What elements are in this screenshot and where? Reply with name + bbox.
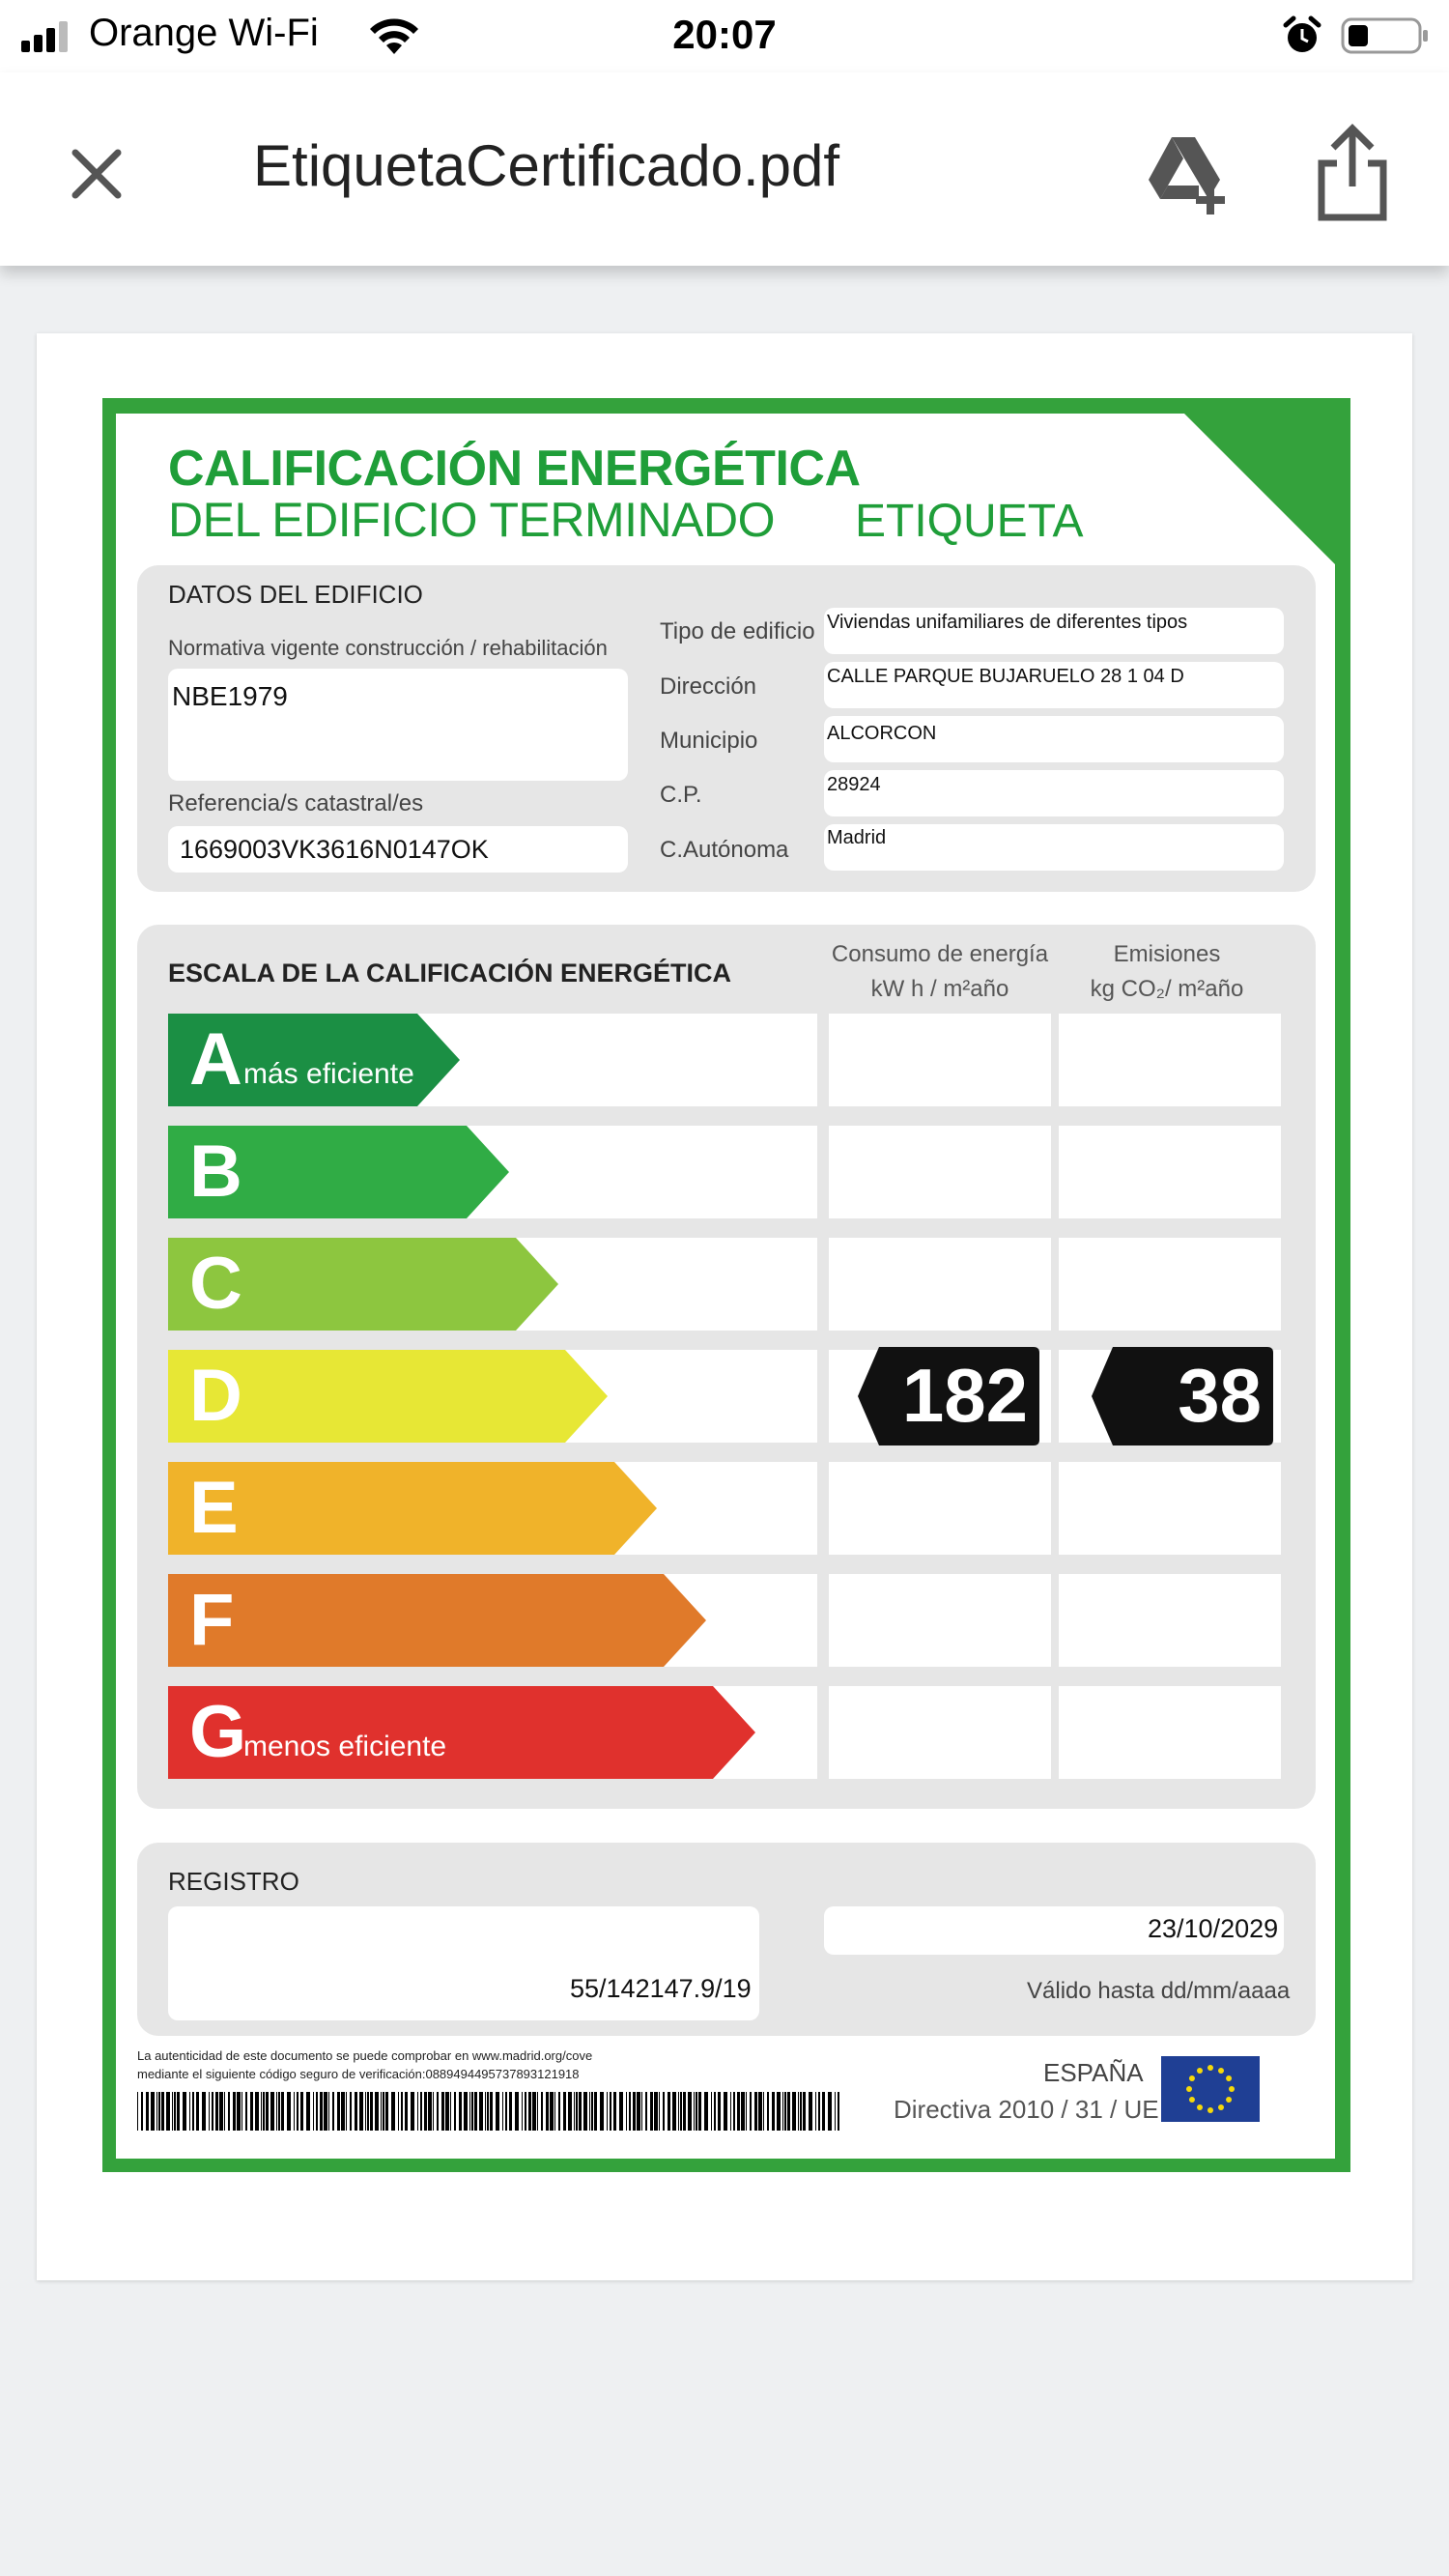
consumo-cell-b (829, 1126, 1051, 1218)
tipo-value: Viviendas unifamiliares de diferentes tipos (827, 612, 1188, 633)
label-tag: ETIQUETA (855, 496, 1084, 547)
emisiones-cell-c (1059, 1238, 1281, 1331)
emisiones-column-header (1051, 937, 1283, 1007)
emisiones-header-line2: kg CO₂/ m²año (1090, 976, 1244, 1002)
barcode (137, 2092, 842, 2131)
consumo-cell-e (829, 1462, 1051, 1555)
emisiones-cell-e (1059, 1462, 1281, 1555)
country-label: ESPAÑA (1043, 2058, 1144, 2087)
eu-flag-icon (1161, 2056, 1260, 2122)
normativa-label: Normativa vigente construcción / rehabilitación (168, 636, 608, 660)
direccion-label: Dirección (660, 673, 757, 700)
directive-label: Directiva 2010 / 31 / UE (894, 2095, 1159, 2124)
grade-caption-a: más eficiente (243, 1058, 414, 1090)
consumo-header-line1: Consumo de energía (831, 941, 1049, 967)
consumo-cell-f (829, 1574, 1051, 1667)
grade-letter-c: C (189, 1243, 242, 1325)
autonoma-label: C.Autónoma (660, 837, 789, 863)
consumo-rating-value: 182 (901, 1353, 1028, 1438)
emisiones-header-line1: Emisiones (1113, 941, 1221, 967)
emisiones-cell-a (1059, 1014, 1281, 1106)
grade-letter-f: F (189, 1579, 235, 1661)
grade-letter-b: B (189, 1131, 242, 1213)
status-bar (0, 0, 1449, 72)
viewer-toolbar (0, 72, 1449, 266)
tipo-label: Tipo de edificio (660, 618, 815, 644)
label-subtitle: DEL EDIFICIO TERMINADO (168, 493, 775, 547)
registro-heading: REGISTRO (168, 1867, 299, 1896)
cp-box (824, 770, 1284, 816)
grade-caption-g: menos eficiente (243, 1731, 447, 1762)
normativa-value: NBE1979 (172, 681, 288, 711)
direccion-value: CALLE PARQUE BUJARUELO 28 1 04 D (827, 666, 1184, 687)
valid-label: Válido hasta dd/mm/aaaa (1027, 1978, 1291, 2004)
autonoma-box (824, 824, 1284, 871)
consumo-cell-a (829, 1014, 1051, 1106)
scale-heading: ESCALA DE LA CALIFICACIÓN ENERGÉTICA (168, 959, 732, 987)
emisiones-cell-g (1059, 1686, 1281, 1779)
registro-number: 55/142147.9/19 (570, 1974, 752, 2003)
consumo-column-header (824, 937, 1056, 1007)
municipio-label: Municipio (660, 728, 758, 754)
consumo-cell-g (829, 1686, 1051, 1779)
emisiones-cell-b (1059, 1126, 1281, 1218)
building-data-heading: DATOS DEL EDIFICIO (168, 580, 423, 609)
close-button[interactable] (58, 135, 135, 213)
valid-date: 23/10/2029 (1148, 1914, 1279, 1943)
referencia-value: 1669003VK3616N0147OK (180, 835, 489, 864)
cp-value: 28924 (827, 774, 881, 795)
grade-letter-e: E (189, 1467, 239, 1549)
grade-arrow-e (168, 1462, 657, 1555)
grade-letter-a: A (189, 1018, 242, 1101)
municipio-value: ALCORCON (827, 723, 937, 744)
emisiones-rating-value: 38 (1178, 1353, 1262, 1438)
auth-line-2: mediante el siguiente código seguro de verificación:0889494495737893121918 (137, 2067, 580, 2081)
add-to-drive-icon[interactable] (1135, 126, 1232, 222)
clock: 20:07 (672, 12, 777, 57)
cp-label: C.P. (660, 782, 702, 808)
emisiones-cell-f (1059, 1574, 1281, 1667)
share-icon[interactable] (1304, 121, 1401, 227)
autonoma-value: Madrid (827, 827, 887, 848)
referencia-label: Referencia/s catastral/es (168, 790, 424, 816)
document-title: EtiquetaCertificado.pdf (253, 133, 840, 198)
consumo-cell-c (829, 1238, 1051, 1331)
consumo-header-line2: kW h / m²año (870, 976, 1009, 1002)
carrier-name: Orange Wi-Fi (89, 12, 319, 54)
battery-icon (1341, 15, 1430, 56)
grade-letter-d: D (189, 1355, 242, 1437)
grade-letter-g: G (189, 1691, 247, 1773)
alarm-icon (1282, 15, 1322, 56)
auth-line-1: La autenticidad de este documento se puede comprobar en www.madrid.org/cove (137, 2048, 593, 2063)
corner-triangle (1184, 414, 1339, 568)
label-title: CALIFICACIÓN ENERGÉTICA (168, 441, 861, 497)
grade-arrow-f (168, 1574, 706, 1667)
